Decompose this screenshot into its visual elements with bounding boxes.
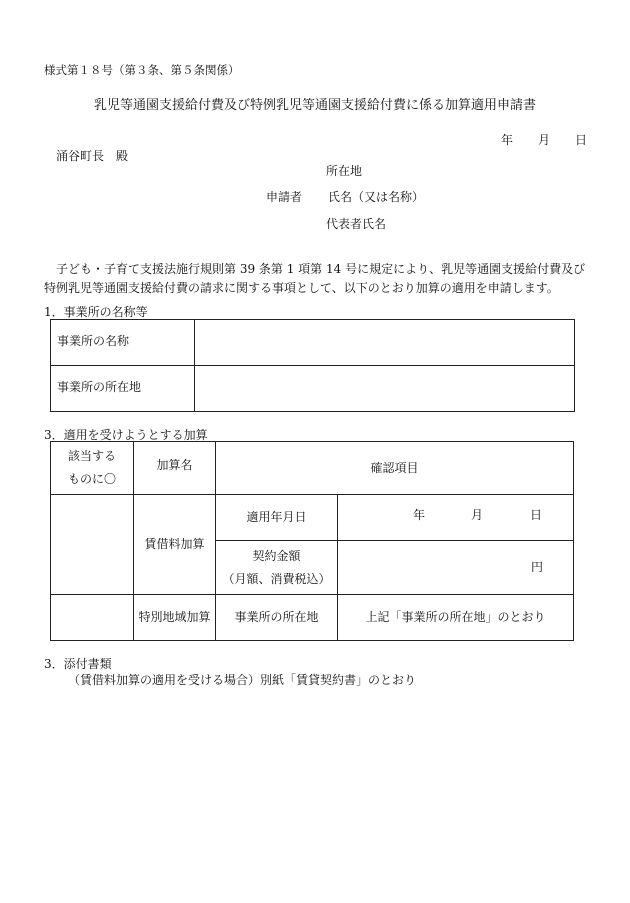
applicant-representative-label: 代表者氏名: [326, 217, 387, 231]
date-day-label: 日: [575, 133, 588, 147]
facility-address-field[interactable]: [195, 366, 575, 412]
applicable-column-header: [51, 442, 134, 495]
contract-amount-label: [216, 541, 338, 595]
addition-table: [50, 441, 574, 641]
table-row: [51, 495, 574, 541]
facility-address-label: 事業所の所在地: [51, 366, 195, 412]
applicant-address-label: 所在地: [326, 164, 363, 178]
addressee: 涌谷町長 殿: [56, 149, 129, 163]
rent-applicable-checkbox-cell[interactable]: [51, 495, 134, 595]
table-row: [51, 366, 575, 412]
applicant-label: 申請者: [266, 190, 303, 204]
addition-name-header: 加算名: [134, 442, 216, 495]
contract-amount-label-line1: 契約金額: [252, 548, 301, 563]
facility-info-table: [50, 319, 575, 412]
applicable-header-line1: 該当する: [67, 449, 116, 464]
apply-date-day-label: 日: [530, 508, 543, 522]
date-month-label: 月: [538, 133, 551, 147]
apply-date-label: 適用年月日: [216, 495, 338, 541]
apply-date-month-label: 月: [471, 508, 484, 522]
contract-amount-label-line2: （月額、消費税込）: [222, 571, 331, 586]
apply-date-year-label: 年: [413, 508, 426, 522]
special-address-label: 事業所の所在地: [216, 595, 338, 641]
special-applicable-checkbox-cell[interactable]: [51, 595, 134, 641]
section1-heading: 1．事業所の名称等: [44, 305, 148, 319]
special-addition-name: 特別地域加算: [134, 595, 216, 641]
special-address-value: 上記「事業所の所在地」のとおり: [338, 595, 574, 641]
check-items-header: 確認項目: [216, 442, 574, 495]
table-row: [51, 320, 575, 366]
section3-heading: 3．添付書類: [44, 657, 112, 671]
date-year-label: 年: [501, 133, 514, 147]
section2-heading: 3．適用を受けようとする加算: [44, 428, 208, 442]
intro-paragraph: 子ども・子育て支援法施行規則第 39 条第 1 項第 14 号に規定により、乳児等通園支援給付費及び特例乳児等通園支援給付費の請求に関する事項として、以下のとおり加算の適用を申請します。: [44, 262, 586, 295]
apply-date-field[interactable]: [338, 495, 574, 541]
attachment-text: （賃借料加算の適用を受ける場合）別紙「賃貸契約書」のとおり: [68, 673, 417, 687]
facility-name-field[interactable]: [195, 320, 575, 366]
document-title: 乳児等通園支援給付費及び特例乳児等通園支援給付費に係る加算適用申請書: [93, 98, 536, 113]
facility-name-label: 事業所の名称: [51, 320, 195, 366]
table-header-row: [51, 442, 574, 495]
applicable-header-line2: ものに〇: [67, 472, 116, 486]
table-row: [51, 595, 574, 641]
applicant-name-label: 氏名（又は名称）: [328, 190, 425, 204]
form-number: 様式第１８号（第３条、第５条関係）: [44, 63, 240, 77]
rent-addition-name: 賃借料加算: [134, 495, 216, 595]
contract-amount-field[interactable]: 円: [338, 541, 574, 595]
